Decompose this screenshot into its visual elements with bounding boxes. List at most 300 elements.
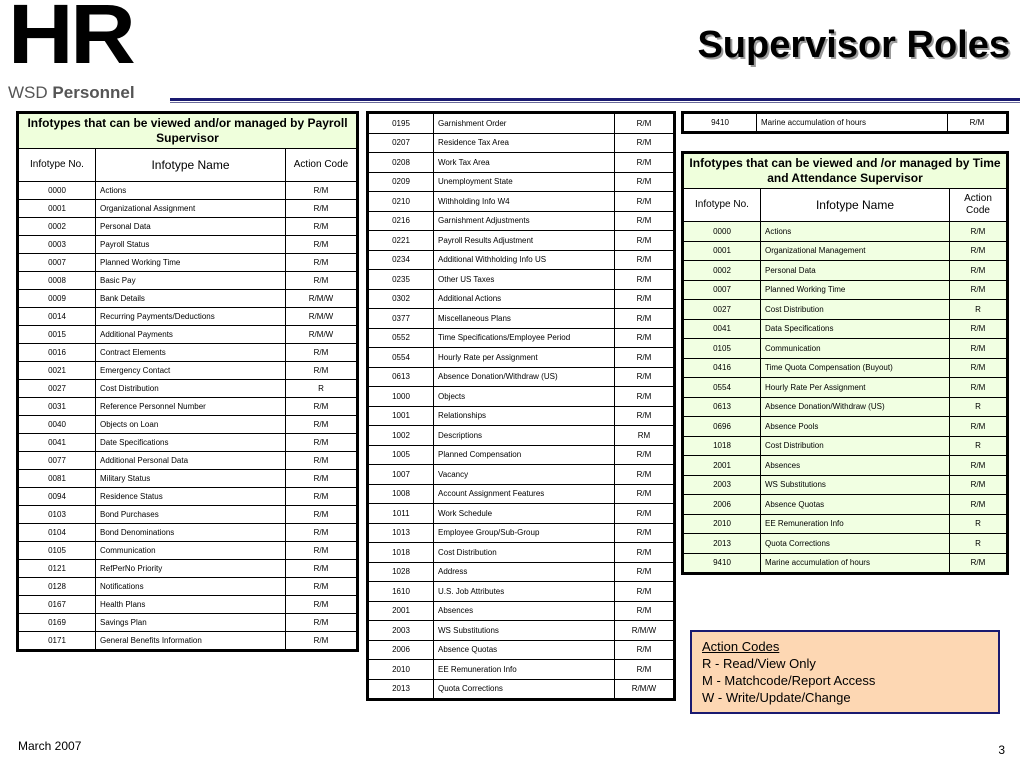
action-code: R/M	[615, 309, 673, 328]
infotype-name: Work Tax Area	[434, 153, 614, 172]
payroll-cont-row	[369, 290, 673, 309]
action-code: R/M	[286, 182, 356, 199]
infotype-name: Cost Distribution	[96, 380, 285, 397]
infotype-name: Basic Pay	[96, 272, 285, 289]
action-code: R/M	[615, 485, 673, 504]
infotype-no: 0216	[369, 212, 433, 231]
action-code-read: R - Read/View Only	[702, 656, 816, 671]
infotype-name: Notifications	[96, 578, 285, 595]
infotype-name: U.S. Job Attributes	[434, 582, 614, 601]
payroll-cont-row	[369, 192, 673, 211]
action-code: R/M	[950, 359, 1006, 378]
infotype-name: Planned Working Time	[761, 281, 949, 300]
infotype-name: EE Remuneration Info	[761, 515, 949, 534]
infotype-no: 0000	[684, 222, 760, 241]
infotype-name: Miscellaneous Plans	[434, 309, 614, 328]
action-code: R	[950, 398, 1006, 417]
infotype-no: 0552	[369, 329, 433, 348]
infotype-name: Absence Pools	[761, 417, 949, 436]
payroll-row	[19, 470, 356, 487]
payroll-row	[19, 506, 356, 523]
infotype-no: 0377	[369, 309, 433, 328]
action-code: R/M	[950, 339, 1006, 358]
action-code: R/M/W	[286, 290, 356, 307]
col-header-infotype-no: Infotype No.	[19, 149, 95, 181]
infotype-name: Time Specifications/Employee Period	[434, 329, 614, 348]
infotype-name: Personal Data	[761, 261, 949, 280]
payroll-row	[19, 596, 356, 613]
payroll-row	[19, 218, 356, 235]
infotype-name: Marine accumulation of hours	[757, 114, 947, 131]
payroll-row	[19, 560, 356, 577]
infotype-name: Planned Compensation	[434, 446, 614, 465]
infotype-name: Absences	[434, 602, 614, 621]
action-code: R/M	[286, 416, 356, 433]
infotype-name: Reference Personnel Number	[96, 398, 285, 415]
logo-subtitle	[8, 84, 135, 101]
col-header-infotype-no: Infotype No.	[684, 189, 760, 221]
payroll-cont-row	[369, 212, 673, 231]
action-code: R	[950, 534, 1006, 553]
payroll-row	[19, 362, 356, 379]
ta-row	[684, 417, 1006, 436]
action-code: R/M	[286, 254, 356, 271]
infotype-no: 9410	[684, 554, 760, 573]
action-code: R/M	[950, 261, 1006, 280]
action-code: R/M	[950, 222, 1006, 241]
action-code: R/M	[286, 452, 356, 469]
infotype-name: Absences	[761, 456, 949, 475]
infotype-name: Other US Taxes	[434, 270, 614, 289]
infotype-no: 0167	[19, 596, 95, 613]
infotype-name: RefPerNo Priority	[96, 560, 285, 577]
ta-row	[684, 359, 1006, 378]
action-code: R/M	[950, 554, 1006, 573]
payroll-cont-row	[369, 309, 673, 328]
infotype-no: 0554	[684, 378, 760, 397]
infotype-name: Personal Data	[96, 218, 285, 235]
action-code: R	[950, 437, 1006, 456]
infotype-name: Objects	[434, 387, 614, 406]
infotype-no: 0002	[684, 261, 760, 280]
payroll-row	[19, 236, 356, 253]
infotype-name: Date Specifications	[96, 434, 285, 451]
action-code: R/M	[615, 290, 673, 309]
infotype-no: 0195	[369, 114, 433, 133]
infotype-no: 1011	[369, 504, 433, 523]
infotype-no: 0613	[369, 368, 433, 387]
payroll-cont-row	[369, 524, 673, 543]
action-code: R/M	[615, 582, 673, 601]
action-codes-legend	[690, 630, 1000, 714]
ta-row	[684, 281, 1006, 300]
infotype-name: Hourly Rate per Assignment	[434, 348, 614, 367]
action-code: R/M	[950, 476, 1006, 495]
action-code: R/M	[615, 231, 673, 250]
infotype-no: 0169	[19, 614, 95, 631]
action-code: R/M	[286, 632, 356, 649]
infotype-no: 0416	[684, 359, 760, 378]
action-code: RM	[615, 426, 673, 445]
payroll-cont-row	[369, 465, 673, 484]
infotype-no: 1001	[369, 407, 433, 426]
action-code: R/M	[950, 378, 1006, 397]
infotype-name: Actions	[761, 222, 949, 241]
action-code: R/M	[615, 251, 673, 270]
action-code: R/M	[615, 465, 673, 484]
action-code: R/M	[286, 236, 356, 253]
action-code: R/M	[615, 153, 673, 172]
infotype-name: Organizational Management	[761, 242, 949, 261]
payroll-row	[19, 614, 356, 631]
infotype-no: 1008	[369, 485, 433, 504]
payroll-cont-row	[369, 387, 673, 406]
infotype-no: 2010	[684, 515, 760, 534]
action-code: R/M	[286, 488, 356, 505]
infotype-name: Residence Tax Area	[434, 134, 614, 153]
infotype-name: Bond Purchases	[96, 506, 285, 523]
action-code: R/M	[948, 114, 1006, 131]
action-code: R/M	[615, 543, 673, 562]
infotype-name: Garnishment Adjustments	[434, 212, 614, 231]
action-code: R/M	[615, 114, 673, 133]
payroll-cont-row	[369, 504, 673, 523]
action-code: R/M	[286, 398, 356, 415]
infotype-no: 0040	[19, 416, 95, 433]
infotype-name: Data Specifications	[761, 320, 949, 339]
infotype-no: 0008	[19, 272, 95, 289]
payroll-table-caption: Infotypes that can be viewed and/or managed by Payroll Supervisor	[19, 114, 356, 148]
payroll-cont-row	[369, 485, 673, 504]
action-codes-title: Action Codes	[702, 639, 780, 654]
payroll-row	[19, 182, 356, 199]
infotype-name: Absence Quotas	[434, 641, 614, 660]
payroll-supervisor-table	[16, 111, 359, 652]
infotype-name: Objects on Loan	[96, 416, 285, 433]
infotype-no: 0000	[19, 182, 95, 199]
infotype-no: 2010	[369, 660, 433, 679]
infotype-no: 2003	[684, 476, 760, 495]
infotype-name: General Benefits Information	[96, 632, 285, 649]
infotype-no: 1013	[369, 524, 433, 543]
infotype-no: 0077	[19, 452, 95, 469]
payroll-row	[19, 434, 356, 451]
payroll-row	[19, 578, 356, 595]
infotype-no: 1018	[369, 543, 433, 562]
action-code: R/M	[615, 602, 673, 621]
infotype-name: Bank Details	[96, 290, 285, 307]
action-code: R/M	[286, 434, 356, 451]
payroll-row	[19, 272, 356, 289]
payroll-row	[19, 452, 356, 469]
infotype-no: 0007	[19, 254, 95, 271]
ta-row	[684, 495, 1006, 514]
infotype-name: Quota Corrections	[434, 680, 614, 699]
action-code: R/M	[615, 446, 673, 465]
payroll-cont-row	[369, 602, 673, 621]
infotype-no: 0554	[369, 348, 433, 367]
payroll-row	[19, 632, 356, 649]
infotype-no: 2006	[369, 641, 433, 660]
action-code: R/M	[615, 348, 673, 367]
action-code: R/M	[615, 270, 673, 289]
infotype-name: Cost Distribution	[434, 543, 614, 562]
action-code: R/M	[950, 281, 1006, 300]
infotype-no: 2001	[369, 602, 433, 621]
action-code: R/M	[286, 560, 356, 577]
payroll-cont-row	[369, 543, 673, 562]
infotype-no: 0031	[19, 398, 95, 415]
infotype-no: 0104	[19, 524, 95, 541]
infotype-no: 0103	[19, 506, 95, 523]
ta-row	[684, 378, 1006, 397]
infotype-name: Payroll Results Adjustment	[434, 231, 614, 250]
infotype-no: 0207	[369, 134, 433, 153]
infotype-name: Relationships	[434, 407, 614, 426]
infotype-name: Vacancy	[434, 465, 614, 484]
payroll-row	[19, 308, 356, 325]
action-code: R/M	[615, 504, 673, 523]
infotype-name: Planned Working Time	[96, 254, 285, 271]
infotype-name: Additional Payments	[96, 326, 285, 343]
infotype-no: 0041	[19, 434, 95, 451]
infotype-name: Savings Plan	[96, 614, 285, 631]
infotype-name: Time Quota Compensation (Buyout)	[761, 359, 949, 378]
infotype-no: 2006	[684, 495, 760, 514]
action-code: R/M	[615, 641, 673, 660]
infotype-name: EE Remuneration Info	[434, 660, 614, 679]
infotype-no: 0302	[369, 290, 433, 309]
ta-row	[684, 437, 1006, 456]
infotype-no: 0094	[19, 488, 95, 505]
action-code-matchcode: M - Matchcode/Report Access	[702, 673, 876, 688]
footer-date: March 2007	[18, 739, 82, 753]
infotype-no: 0003	[19, 236, 95, 253]
infotype-no: 0105	[19, 542, 95, 559]
payroll-cont-row	[369, 368, 673, 387]
action-code: R/M	[286, 200, 356, 217]
payroll-row	[19, 344, 356, 361]
col-header-infotype-name: Infotype Name	[761, 189, 949, 221]
ta-row	[684, 222, 1006, 241]
infotype-no: 1028	[369, 563, 433, 582]
infotype-name: Additional Withholding Info US	[434, 251, 614, 270]
infotype-no: 0221	[369, 231, 433, 250]
action-code: R/M	[615, 407, 673, 426]
action-code: R/M	[615, 212, 673, 231]
infotype-name: Health Plans	[96, 596, 285, 613]
payroll-cont-row	[369, 621, 673, 640]
infotype-name: WS Substitutions	[761, 476, 949, 495]
action-code: R	[950, 515, 1006, 534]
action-code: R/M/W	[286, 308, 356, 325]
ta-row	[684, 300, 1006, 319]
payroll-cont-row	[369, 329, 673, 348]
payroll-cont-row	[369, 446, 673, 465]
infotype-no: 1007	[369, 465, 433, 484]
action-code: R/M	[615, 192, 673, 211]
infotype-no: 0234	[369, 251, 433, 270]
infotype-name: Employee Group/Sub-Group	[434, 524, 614, 543]
infotype-no: 0014	[19, 308, 95, 325]
infotype-no: 0171	[19, 632, 95, 649]
payroll-row	[19, 200, 356, 217]
action-code: R/M	[615, 329, 673, 348]
infotype-no: 0105	[684, 339, 760, 358]
page-title: Supervisor Roles	[697, 24, 1010, 66]
infotype-name: Work Schedule	[434, 504, 614, 523]
payroll-row	[19, 326, 356, 343]
infotype-no: 2013	[684, 534, 760, 553]
payroll-cont-row	[369, 251, 673, 270]
action-code: R/M	[615, 524, 673, 543]
infotype-no: 0081	[19, 470, 95, 487]
action-code: R/M	[286, 614, 356, 631]
payroll-continuation-table	[366, 111, 676, 701]
infotype-name: Absence Donation/Withdraw (US)	[434, 368, 614, 387]
infotype-name: Additional Personal Data	[96, 452, 285, 469]
infotype-name: Descriptions	[434, 426, 614, 445]
logo-personnel: Personnel	[52, 83, 135, 102]
action-code: R/M	[286, 542, 356, 559]
action-code: R/M	[286, 596, 356, 613]
infotype-no: 2003	[369, 621, 433, 640]
action-code: R/M	[615, 387, 673, 406]
payroll-cont-row	[369, 582, 673, 601]
col-header-infotype-name: Infotype Name	[96, 149, 285, 181]
payroll-tail-table	[681, 111, 1009, 134]
action-code: R/M	[950, 417, 1006, 436]
action-code: R/M	[615, 134, 673, 153]
action-code: R/M	[286, 524, 356, 541]
infotype-name: Communication	[761, 339, 949, 358]
infotype-name: Contract Elements	[96, 344, 285, 361]
logo-hr-text: HR	[8, 0, 133, 81]
infotype-name: Communication	[96, 542, 285, 559]
hr-logo	[8, 0, 168, 102]
payroll-cont-row	[369, 426, 673, 445]
payroll-cont-row	[369, 563, 673, 582]
payroll-cont-row	[369, 153, 673, 172]
action-code: R/M	[950, 242, 1006, 261]
infotype-no: 0001	[684, 242, 760, 261]
payroll-row	[19, 254, 356, 271]
action-code: R/M	[615, 173, 673, 192]
payroll-row	[19, 380, 356, 397]
infotype-no: 1000	[369, 387, 433, 406]
infotype-no: 0009	[19, 290, 95, 307]
infotype-no: 0007	[684, 281, 760, 300]
infotype-name: Hourly Rate Per Assignment	[761, 378, 949, 397]
payroll-cont-row	[369, 348, 673, 367]
payroll-cont-row	[369, 134, 673, 153]
payroll-row	[19, 290, 356, 307]
infotype-no: 0027	[684, 300, 760, 319]
infotype-name: Unemployment State	[434, 173, 614, 192]
infotype-no: 0021	[19, 362, 95, 379]
infotype-no: 0208	[369, 153, 433, 172]
page-number: 3	[998, 743, 1005, 757]
infotype-no: 0121	[19, 560, 95, 577]
infotype-name: Account Assignment Features	[434, 485, 614, 504]
payroll-cont-row	[369, 641, 673, 660]
infotype-name: Residence Status	[96, 488, 285, 505]
infotype-no: 0027	[19, 380, 95, 397]
action-code: R/M	[615, 660, 673, 679]
header-divider-thin	[170, 102, 1020, 103]
ta-row	[684, 339, 1006, 358]
ta-row	[684, 261, 1006, 280]
infotype-name: Organizational Assignment	[96, 200, 285, 217]
payroll-cont-row	[369, 114, 673, 133]
action-code: R/M	[286, 578, 356, 595]
infotype-name: Bond Denominations	[96, 524, 285, 541]
infotype-name: Quota Corrections	[761, 534, 949, 553]
infotype-no: 9410	[684, 114, 756, 131]
infotype-no: 0696	[684, 417, 760, 436]
infotype-no: 1610	[369, 582, 433, 601]
infotype-name: Marine accumulation of hours	[761, 554, 949, 573]
payroll-cont-row	[369, 660, 673, 679]
payroll-cont-row	[369, 680, 673, 699]
infotype-no: 1002	[369, 426, 433, 445]
action-code: R/M	[286, 470, 356, 487]
infotype-no: 0002	[19, 218, 95, 235]
infotype-no: 2001	[684, 456, 760, 475]
infotype-no: 0001	[19, 200, 95, 217]
infotype-name: Emergency Contact	[96, 362, 285, 379]
infotype-name: Garnishment Order	[434, 114, 614, 133]
infotype-name: Cost Distribution	[761, 300, 949, 319]
action-code: R/M/W	[615, 621, 673, 640]
payroll-tail-row	[684, 114, 1006, 131]
infotype-no: 0209	[369, 173, 433, 192]
ta-row	[684, 515, 1006, 534]
payroll-cont-row	[369, 270, 673, 289]
payroll-row	[19, 416, 356, 433]
payroll-cont-row	[369, 407, 673, 426]
action-code: R/M	[950, 456, 1006, 475]
ta-table-caption: Infotypes that can be viewed and /or managed by Time and Attendance Supervisor	[684, 154, 1006, 188]
action-code: R/M/W	[615, 680, 673, 699]
ta-row	[684, 476, 1006, 495]
payroll-row	[19, 542, 356, 559]
infotype-no: 0128	[19, 578, 95, 595]
infotype-name: Recurring Payments/Deductions	[96, 308, 285, 325]
action-code: R/M/W	[286, 326, 356, 343]
action-code: R/M	[950, 320, 1006, 339]
payroll-cont-row	[369, 173, 673, 192]
ta-row	[684, 456, 1006, 475]
ta-row	[684, 554, 1006, 573]
infotype-no: 0015	[19, 326, 95, 343]
action-code: R/M	[286, 272, 356, 289]
time-attendance-supervisor-table	[681, 151, 1009, 575]
infotype-name: Absence Donation/Withdraw (US)	[761, 398, 949, 417]
infotype-no: 0041	[684, 320, 760, 339]
infotype-name: Withholding Info W4	[434, 192, 614, 211]
infotype-no: 0613	[684, 398, 760, 417]
infotype-no: 1005	[369, 446, 433, 465]
infotype-name: Payroll Status	[96, 236, 285, 253]
infotype-no: 0210	[369, 192, 433, 211]
action-code: R	[286, 380, 356, 397]
ta-row	[684, 242, 1006, 261]
infotype-no: 0016	[19, 344, 95, 361]
ta-row	[684, 320, 1006, 339]
infotype-name: Actions	[96, 182, 285, 199]
infotype-name: WS Substitutions	[434, 621, 614, 640]
